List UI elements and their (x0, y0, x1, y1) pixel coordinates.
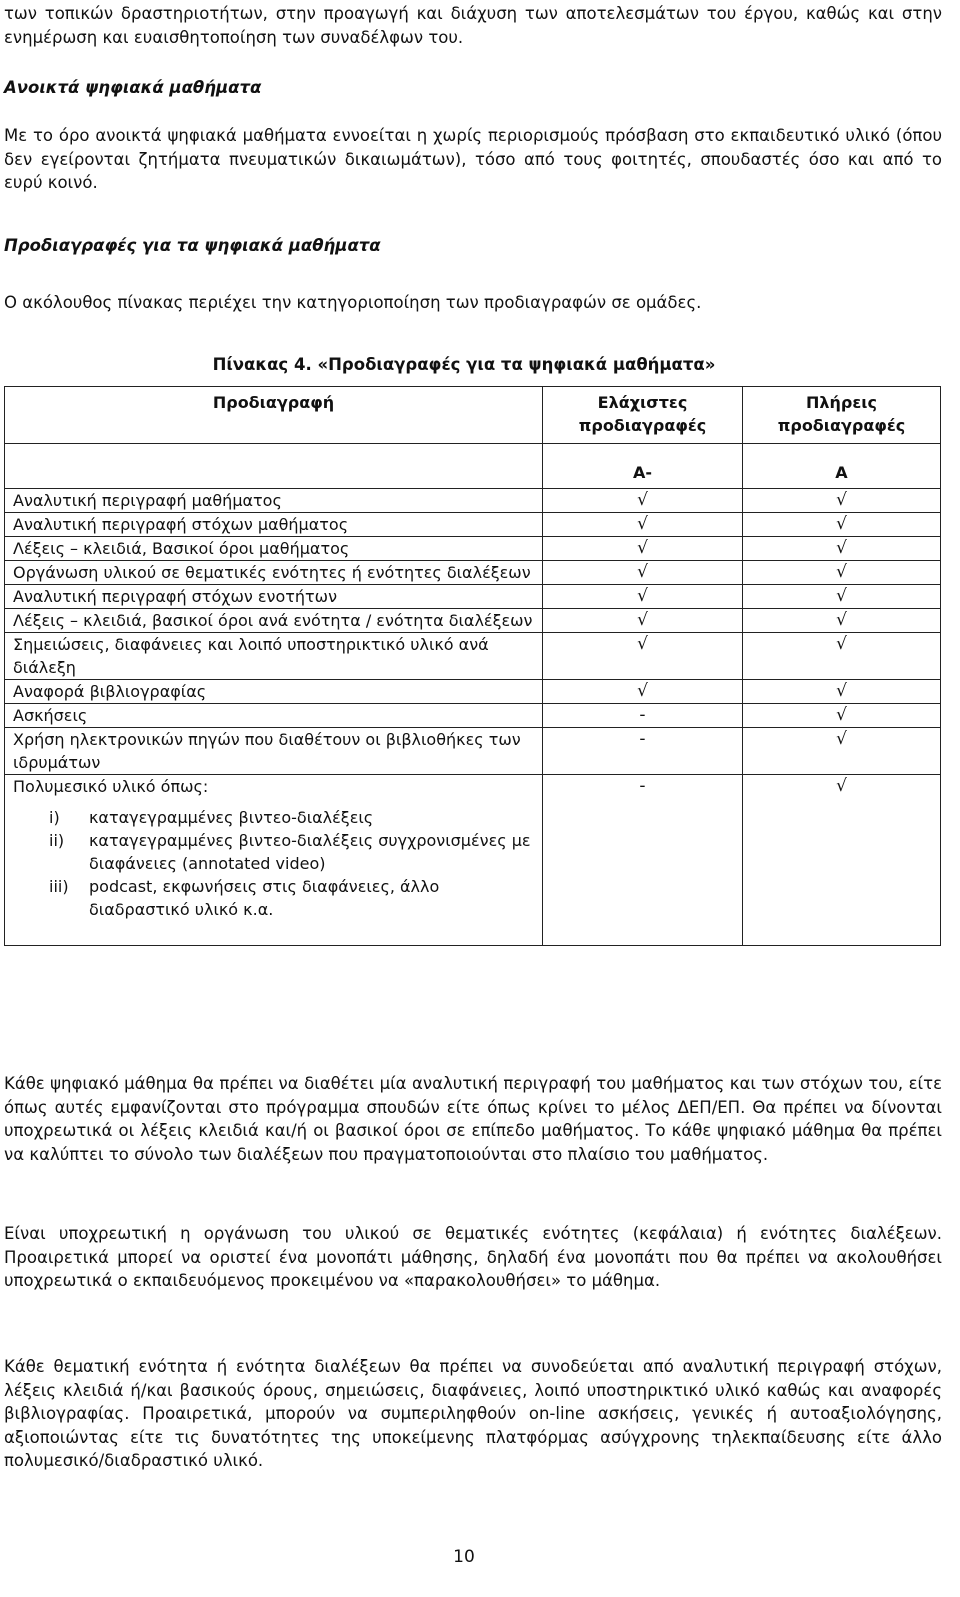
table-cell-spec: Σημειώσεις, διαφάνειες και λοιπό υποστηρικτικό υλικό ανά διάλεξη (5, 633, 543, 680)
body-paragraph-1: Κάθε ψηφιακό μάθημα θα πρέπει να διαθέτει μία αναλυτική περιγραφή του μαθήματος και των στόχων του, είτε όπως αυτές εμφανίζονται στο πρόγραμμα σπουδών είτε όπως κρίνει το μέλος ΔΕΠ/ΕΠ. Θα πρέπει να δίνονται υποχρεωτικά οι λέξεις κλειδιά και/ή οι βασικοί όροι σε επίπεδο μαθήματος. Το κάθε ψηφιακό μάθημα θα πρέπει να καλύπτει το σύνολο των διαλέξεων που πραγματοποιούνται στο πλαίσιο του μαθήματος. (4, 1074, 942, 1164)
open-courses-paragraph: Με το όρο ανοικτά ψηφιακά μαθήματα εννοείται η χωρίς περιορισμούς πρόσβαση στο εκπαιδευτικό υλικό (όπου δεν εγείρονται ζητήματα πνευματικών δικαιωμάτων), τόσο από τους φοιτητές, σπουδαστές όσο και από το ευρύ κοινό. (4, 126, 942, 192)
header-min: Ελάχιστες προδιαγραφές (543, 387, 743, 444)
multimedia-list (13, 798, 542, 945)
table-cell-min: √ (543, 561, 743, 585)
table-cell-full: √ (743, 728, 941, 775)
table-row (5, 537, 941, 561)
table-cell-min: √ (543, 513, 743, 537)
multimedia-label: Πολυμεσικό υλικό όπως: (13, 777, 209, 796)
table-cell-full: √ (743, 513, 941, 537)
table-cell-full: √ (743, 561, 941, 585)
table-cell-min: √ (543, 680, 743, 704)
section-heading-specifications: Προδιαγραφές για τα ψηφιακά μαθήματα (4, 236, 381, 255)
table-cell-spec: Αναφορά βιβλιογραφίας (5, 680, 543, 704)
list-item-text: καταγεγραμμένες βιντεο-διαλέξεις (89, 808, 374, 827)
table-cell-min: - (543, 728, 743, 775)
table-cell-spec: Αναλυτική περιγραφή μαθήματος (5, 489, 543, 513)
body-paragraph-2: Είναι υποχρεωτική η οργάνωση του υλικού σε θεματικές ενότητες (κεφάλαια) ή ενότητες διαλέξεων. Προαιρετικά μπορεί να οριστεί ένα μονοπάτι μάθησης, δηλαδή ένα μονοπάτι που θα πρέπει να ακολουθήσει υποχρεωτικά ο εκπαιδευόμενος προκειμένου να «παρακολουθήσει» το μάθημα. (4, 1224, 942, 1290)
table-level-row (5, 444, 941, 489)
table-row (5, 513, 941, 537)
table-cell-min: √ (543, 633, 743, 680)
table-row (5, 609, 941, 633)
intro-paragraph: των τοπικών δραστηριοτήτων, στην προαγωγή και διάχυση των αποτελεσμάτων του έργου, καθώς και στην ενημέρωση και ευαισθητοποίηση των συναδέλφων του. (4, 4, 942, 47)
table-cell-spec: Χρήση ηλεκτρονικών πηγών που διαθέτουν οι βιβλιοθήκες των ιδρυμάτων (5, 728, 543, 775)
table-cell-full: √ (743, 680, 941, 704)
table-cell-full: √ (743, 609, 941, 633)
level-spec (5, 444, 543, 489)
table-cell-spec (5, 775, 543, 946)
table-row (5, 680, 941, 704)
table-row-multimedia (5, 775, 941, 946)
table-body (5, 489, 941, 775)
table-header-row (5, 387, 941, 444)
table-cell-full: √ (743, 704, 941, 728)
header-spec: Προδιαγραφή (5, 387, 543, 444)
table-cell-spec: Οργάνωση υλικού σε θεματικές ενότητες ή ενότητες διαλέξεων (5, 561, 543, 585)
table-cell-full: √ (743, 537, 941, 561)
list-item (49, 806, 542, 829)
table-row (5, 561, 941, 585)
specifications-paragraph: Ο ακόλουθος πίνακας περιέχει την κατηγοριοποίηση των προδιαγραφών σε ομάδες. (4, 293, 702, 312)
table-cell-min: - (543, 775, 743, 946)
list-item (49, 829, 542, 875)
level-min: Α- (543, 444, 743, 489)
table-cell-min: √ (543, 609, 743, 633)
section-heading-open-courses: Ανοικτά ψηφιακά μαθήματα (4, 78, 262, 97)
table-cell-spec: Ασκήσεις (5, 704, 543, 728)
list-item-number: iii) (49, 877, 69, 896)
table-caption: Πίνακας 4. «Προδιαγραφές για τα ψηφιακά μαθήματα» (212, 355, 716, 374)
list-item (49, 875, 542, 921)
table-row (5, 728, 941, 775)
page-number: 10 (453, 1547, 475, 1567)
list-item-number: i) (49, 808, 60, 827)
table-row (5, 633, 941, 680)
level-full: Α (743, 444, 941, 489)
specifications-table (4, 386, 941, 946)
table-cell-min: √ (543, 489, 743, 513)
table-cell-spec: Λέξεις – κλειδιά, βασικοί όροι ανά ενότητα / ενότητα διαλέξεων (5, 609, 543, 633)
table-cell-min: - (543, 704, 743, 728)
table-row (5, 489, 941, 513)
table-cell-spec: Αναλυτική περιγραφή στόχων ενοτήτων (5, 585, 543, 609)
table-cell-full: √ (743, 633, 941, 680)
table-cell-full: √ (743, 775, 941, 946)
table-cell-full: √ (743, 585, 941, 609)
table-cell-min: √ (543, 537, 743, 561)
list-item-text: podcast, εκφωνήσεις στις διαφάνειες, άλλο διαδραστικό υλικό κ.α. (89, 877, 440, 919)
list-item-number: ii) (49, 831, 65, 850)
table-cell-spec: Αναλυτική περιγραφή στόχων μαθήματος (5, 513, 543, 537)
table-cell-spec: Λέξεις – κλειδιά, Βασικοί όροι μαθήματος (5, 537, 543, 561)
body-paragraph-3: Κάθε θεματική ενότητα ή ενότητα διαλέξεων θα πρέπει να συνοδεύεται από αναλυτική περιγραφή στόχων, λέξεις κλειδιά ή/και βασικούς όρους, σημειώσεις, διαφάνειες, λοιπό υποστηρικτικό υλικό καθώς και αναφορές βιβλιογραφίας. Προαιρετικά, μπορούν να συμπεριληφθούν on-line ασκήσεις, γενικές ή αυτοαξιολόγησης, αξιοποιώντας είτε τις δυνατότητες της υποκείμενης πλατφόρμας ασύγχρονης τηλεκπαίδευσης είτε άλλο πολυμεσικό/διαδραστικό υλικό. (4, 1357, 942, 1470)
table-cell-min: √ (543, 585, 743, 609)
table-cell-full: √ (743, 489, 941, 513)
list-item-text: καταγεγραμμένες βιντεο-διαλέξεις συγχρονισμένες με διαφάνειες (annotated video) (89, 831, 531, 873)
header-full: Πλήρεις προδιαγραφές (743, 387, 941, 444)
table-row (5, 585, 941, 609)
table-row (5, 704, 941, 728)
